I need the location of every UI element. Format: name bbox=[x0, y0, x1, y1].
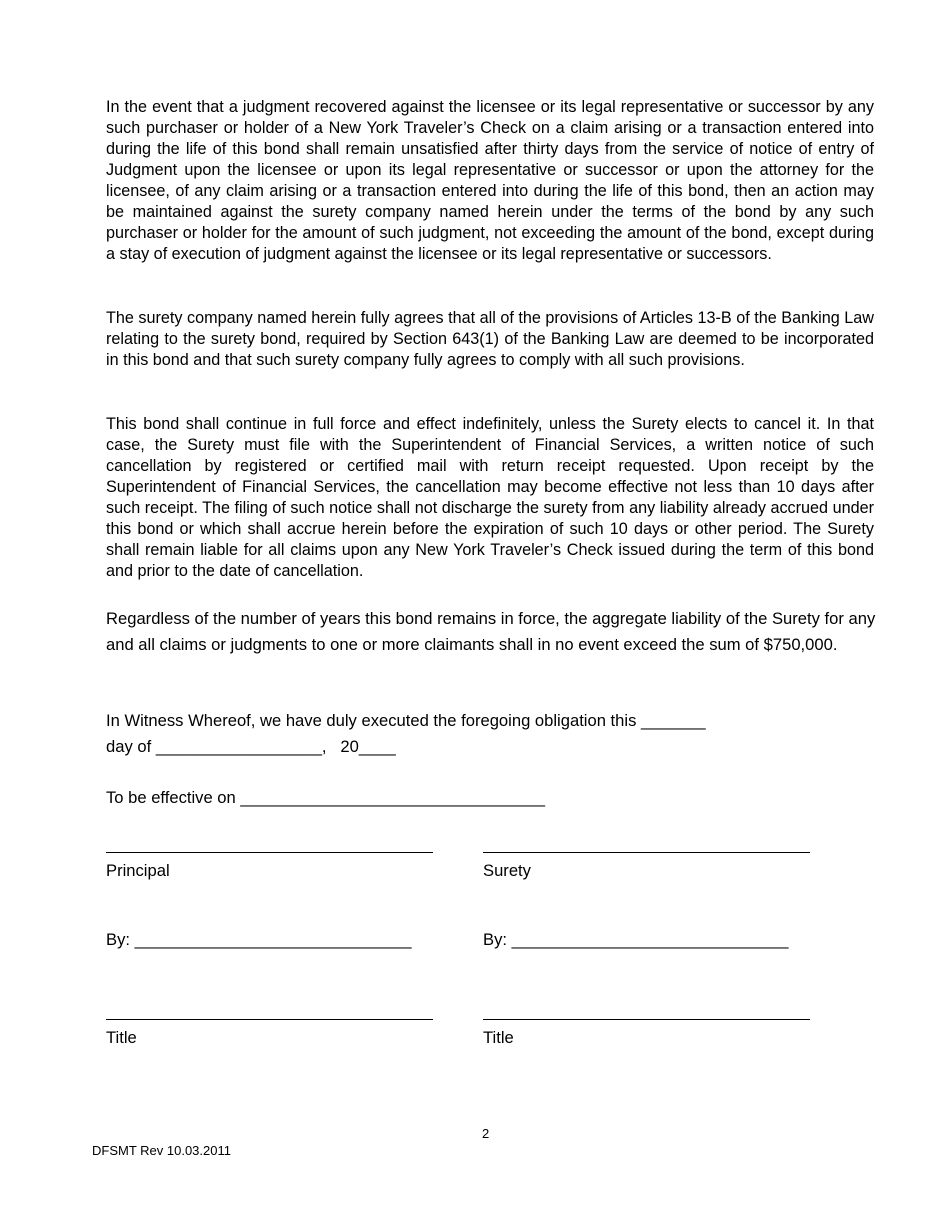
principal-title-line bbox=[106, 1019, 433, 1020]
surety-title-label: Title bbox=[483, 1028, 514, 1047]
surety-label: Surety bbox=[483, 861, 531, 880]
effective-date-line: To be effective on _________________________________ bbox=[106, 788, 545, 807]
form-revision-code: DFSMT Rev 10.03.2011 bbox=[92, 1143, 231, 1158]
paragraph-provisions: The surety company named herein fully agrees that all of the provisions of Articles 13-B of the Banking Law relating to the surety bond, required by Section 643(1) of the Banking Law are deemed to be incorporated in this bond and that such surety company fully agrees to comply with all such provisions. bbox=[106, 309, 874, 369]
paragraph-judgment: In the event that a judgment recovered against the licensee or its legal representative or successor by any such purchaser or holder of a New York Traveler’s Check on a claim arising or a transaction entered into during the life of this bond shall remain unsatisfied after thirty days from the service of notice of entry of Judgment upon the licensee or upon its legal representative or successor or upon the attorney for the licensee, of any claim arising or a transaction entered into during the life of this bond, then an action may be maintained against the surety company named herein under the terms of the bond by any such purchaser or holder for the amount of such judgment, not exceeding the amount of the bond, except during a stay of execution of judgment against the licensee or its legal representative or successors. bbox=[106, 98, 874, 263]
principal-by-line: By: ______________________________ bbox=[106, 930, 412, 949]
principal-label: Principal bbox=[106, 861, 170, 880]
surety-title-line bbox=[483, 1019, 810, 1020]
principal-title-label: Title bbox=[106, 1028, 137, 1047]
surety-signature-line bbox=[483, 852, 810, 853]
page-number: 2 bbox=[482, 1126, 490, 1141]
surety-by-line: By: ______________________________ bbox=[483, 930, 789, 949]
witness-line-2: day of __________________, 20____ bbox=[106, 737, 396, 756]
principal-signature-line bbox=[106, 852, 433, 853]
paragraph-aggregate-liability: Regardless of the number of years this bond remains in force, the aggregate liability of the Surety for any and all claims or judgments to one or more claimants shall in no event exceed the sum of $750,000. bbox=[106, 609, 876, 654]
witness-line-1: In Witness Whereof, we have duly executed the foregoing obligation this _______ bbox=[106, 711, 706, 730]
paragraph-cancellation: This bond shall continue in full force and effect indefinitely, unless the Surety elects to cancel it. In that case, the Surety must file with the Superintendent of Financial Services, a written notice of such cancellation by registered or certified mail with return receipt requested. Upon receipt by the Superintendent of Financial Services, the cancellation may become effective not less than 10 days after such receipt. The filing of such notice shall not discharge the surety from any liability already accrued under this bond or which shall accrue herein before the expiration of such 10 days or other period. The Surety shall remain liable for all claims upon any New York Traveler’s Check issued during the term of this bond and prior to the date of cancellation. bbox=[106, 415, 874, 580]
